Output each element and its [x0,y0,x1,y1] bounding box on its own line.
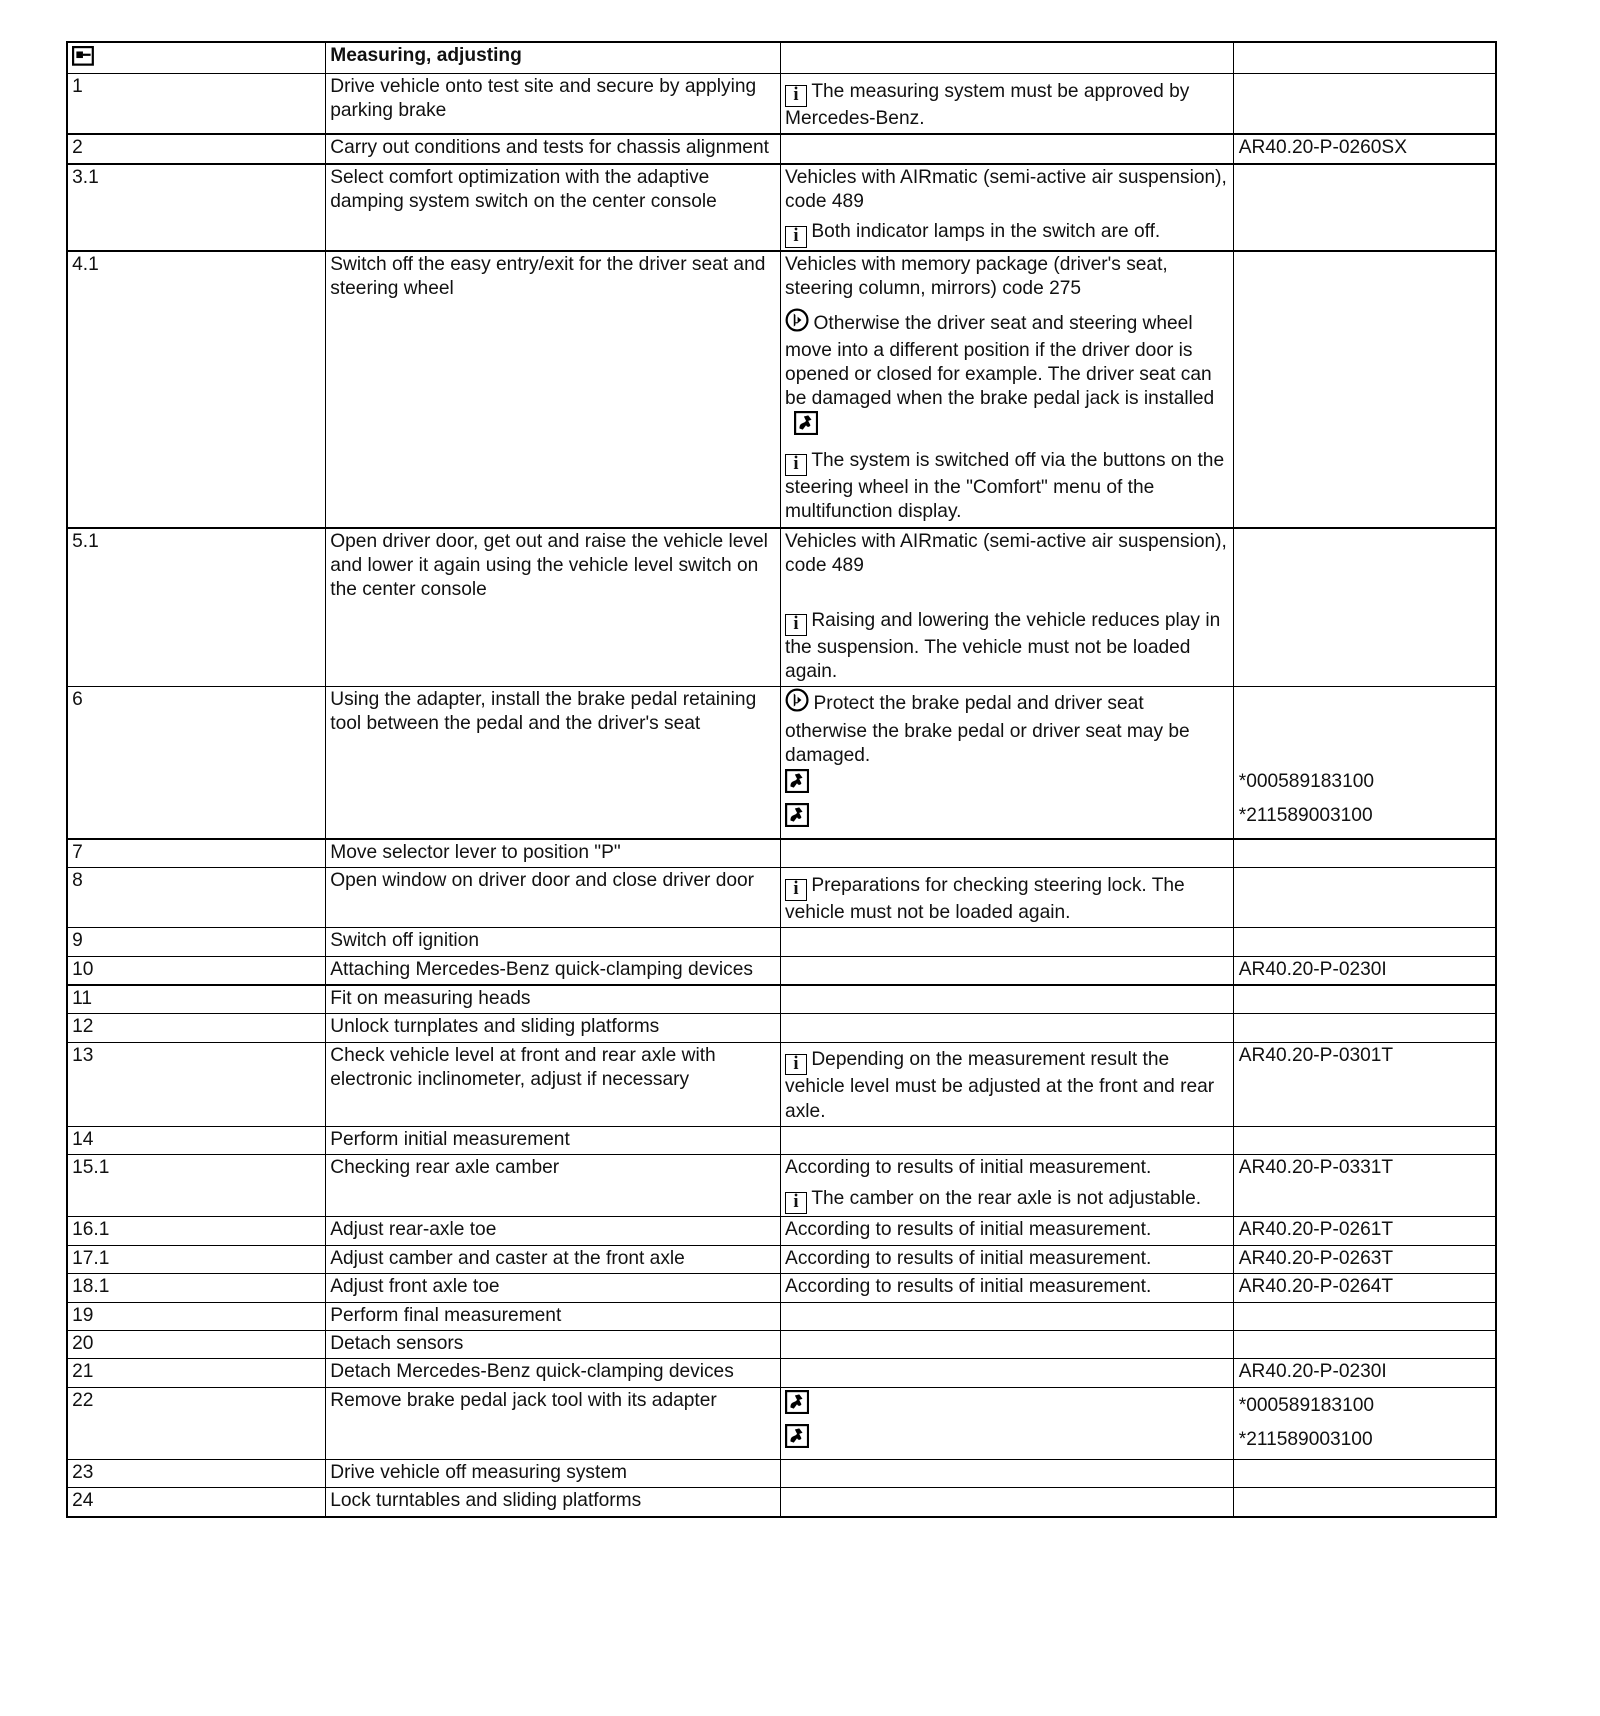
step-condition: According to results of initial measurement. [785,1219,1152,1241]
step-reference [1234,1014,1496,1042]
step-reference [1234,1488,1496,1517]
step-action: Adjust camber and caster at the front axle [325,1245,780,1273]
info-icon: i [785,1054,807,1076]
info-icon: i [785,879,807,901]
info-icon: i [785,85,807,107]
step-reference [1234,868,1496,928]
step-reference [1234,164,1496,251]
table-row [67,1330,1496,1358]
step-reference [1234,74,1496,134]
table-row [67,1014,1496,1042]
header-empty-cell [780,42,1234,74]
step-number: 13 [67,1042,326,1126]
special-tool-icon [785,803,809,834]
step-reference [1234,251,1496,528]
step-action: Switch off the easy entry/exit for the driver seat and steering wheel [325,251,780,528]
step-action: Fit on measuring heads [325,985,780,1014]
step-notes [780,928,1234,956]
step-reference [1234,985,1496,1014]
step-number: 22 [67,1387,326,1459]
document-reference[interactable]: AR40.20-P-0263T [1238,1247,1394,1269]
info-note-text: Preparations for checking steering lock. The vehicle must not be loaded again. [785,874,1185,923]
step-action: Open driver door, get out and raise the vehicle level and lower it again using the vehicle level switch on the center console [325,528,780,687]
step-notes [780,1126,1234,1154]
special-tool-icon [785,1390,809,1421]
step-number: 21 [67,1359,326,1387]
step-reference [1234,839,1496,868]
step-reference [1234,1274,1496,1302]
step-reference [1234,1387,1496,1459]
step-action: Switch off ignition [325,928,780,956]
step-reference [1234,1359,1496,1387]
table-row [67,74,1496,134]
tool-part-number: *000589183100 [1238,1394,1375,1416]
info-note [785,609,1229,684]
step-reference [1234,1459,1496,1487]
procedure-table [66,41,1497,1518]
step-notes [780,1014,1234,1042]
table-row [67,687,1496,839]
warning-icon [785,308,809,339]
info-note [785,1048,1229,1123]
step-notes [780,1459,1234,1487]
warning-note [785,688,1229,767]
step-notes [780,528,1234,687]
step-notes [780,985,1234,1014]
step-number: 11 [67,985,326,1014]
step-condition: According to results of initial measurement. [785,1247,1152,1269]
table-row [67,1387,1496,1459]
step-notes [780,687,1234,839]
step-number: 16.1 [67,1217,326,1245]
step-action: Open window on driver door and close driver door [325,868,780,928]
step-notes [780,1217,1234,1245]
info-icon: i [785,1192,807,1214]
step-number: 15.1 [67,1155,326,1217]
step-number: 5.1 [67,528,326,687]
info-note [785,220,1229,247]
table-row [67,1245,1496,1273]
warning-note-text: Protect the brake pedal and driver seat otherwise the brake pedal or driver seat may be damaged. [785,693,1190,766]
step-number: 19 [67,1302,326,1330]
info-note-text: Both indicator lamps in the switch are off. [811,221,1161,243]
table-row [67,1274,1496,1302]
warning-note-text: Otherwise the driver seat and steering wheel move into a different position if the driver door is opened or closed for example. The driver seat can be damaged when the brake pedal jack is installed [785,312,1215,410]
step-notes [780,839,1234,868]
table-header-row [67,42,1496,74]
step-condition: Vehicles with AIRmatic (semi-active air suspension), code 489 [785,530,1227,576]
table-row [67,1488,1496,1517]
table-row [67,956,1496,985]
info-note-text: The camber on the rear axle is not adjustable. [811,1187,1202,1209]
info-icon: i [785,614,807,636]
step-number: 9 [67,928,326,956]
step-reference [1234,1155,1496,1217]
document-reference[interactable]: AR40.20-P-0230I [1238,1361,1387,1383]
table-row [67,251,1496,528]
header-empty-cell [1234,42,1496,74]
step-action: Detach Mercedes-Benz quick-clamping devices [325,1359,780,1387]
step-reference [1234,1302,1496,1330]
table-row [67,1459,1496,1487]
step-number: 24 [67,1488,326,1517]
step-notes [780,1488,1234,1517]
table-row [67,1042,1496,1126]
step-action: Perform final measurement [325,1302,780,1330]
tool-line [785,802,1229,836]
step-reference [1234,1245,1496,1273]
step-notes [780,1155,1234,1217]
info-icon: i [785,454,807,476]
document-reference[interactable]: AR40.20-P-0261T [1238,1219,1394,1241]
step-notes [780,74,1234,134]
wrench-document-icon [72,46,94,71]
step-action: Move selector lever to position "P" [325,839,780,868]
step-action: Perform initial measurement [325,1126,780,1154]
step-number: 17.1 [67,1245,326,1273]
step-action: Detach sensors [325,1330,780,1358]
step-number: 18.1 [67,1274,326,1302]
step-action: Checking rear axle camber [325,1155,780,1217]
step-number: 10 [67,956,326,985]
header-title: Measuring, adjusting [325,42,780,74]
table-row [67,134,1496,163]
special-tool-icon [785,1424,809,1455]
table-row [67,1302,1496,1330]
step-action: Drive vehicle off measuring system [325,1459,780,1487]
tool-line [785,1423,1229,1457]
step-notes [780,868,1234,928]
step-number: 14 [67,1126,326,1154]
step-number: 20 [67,1330,326,1358]
info-note [785,80,1229,131]
table-row [67,1126,1496,1154]
step-reference [1234,928,1496,956]
step-notes [780,251,1234,528]
info-icon: i [785,226,807,248]
special-tool-icon [785,769,809,800]
step-number: 4.1 [67,251,326,528]
table-row [67,1359,1496,1387]
step-notes [780,1302,1234,1330]
table-row [67,928,1496,956]
header-icon-cell [67,42,326,74]
step-action: Lock turntables and sliding platforms [325,1488,780,1517]
table-row [67,985,1496,1014]
warning-note [785,308,1229,443]
step-notes [780,134,1234,163]
step-action: Drive vehicle onto test site and secure by applying parking brake [325,74,780,134]
step-notes [780,1042,1234,1126]
step-number: 2 [67,134,326,163]
step-number: 7 [67,839,326,868]
table-row [67,528,1496,687]
table-row [67,839,1496,868]
step-reference [1234,528,1496,687]
info-note-text: Raising and lowering the vehicle reduces play in the suspension. The vehicle must not be loaded again. [785,609,1221,682]
step-reference [1234,1126,1496,1154]
step-action: Using the adapter, install the brake pedal retaining tool between the pedal and the driver's seat [325,687,780,839]
step-action: Adjust rear-axle toe [325,1217,780,1245]
step-number: 6 [67,687,326,839]
step-number: 1 [67,74,326,134]
step-notes [780,1274,1234,1302]
step-condition: According to results of initial measurement. [785,1157,1152,1179]
document-reference[interactable]: AR40.20-P-0264T [1238,1276,1394,1298]
info-note-text: The measuring system must be approved by Mercedes-Benz. [785,80,1190,129]
step-notes [780,1359,1234,1387]
step-action: Unlock turnplates and sliding platforms [325,1014,780,1042]
step-reference [1234,1330,1496,1358]
step-notes [780,1245,1234,1273]
document-reference[interactable]: AR40.20-P-0301T [1238,1044,1394,1066]
step-action: Attaching Mercedes-Benz quick-clamping devices [325,956,780,985]
step-action: Check vehicle level at front and rear axle with electronic inclinometer, adjust if necessary [325,1042,780,1126]
step-reference [1234,1217,1496,1245]
step-number: 3.1 [67,164,326,251]
tool-part-number: *211589003100 [1238,1428,1373,1450]
document-reference[interactable]: AR40.20-P-0260SX [1238,137,1407,159]
tool-line [785,1389,1229,1423]
info-note [785,449,1229,524]
tool-part-number: *211589003100 [1238,804,1373,826]
step-notes [780,164,1234,251]
step-action: Carry out conditions and tests for chassis alignment [325,134,780,163]
tool-part-number: *000589183100 [1238,770,1375,792]
document-reference[interactable]: AR40.20-P-0230I [1238,958,1387,980]
step-reference [1234,134,1496,163]
step-notes [780,1387,1234,1459]
step-condition: Vehicles with memory package (driver's seat, steering column, mirrors) code 275 [785,253,1168,300]
step-reference [1234,956,1496,985]
info-note-text: Depending on the measurement result the vehicle level must be adjusted at the front and rear axle. [785,1049,1215,1122]
document-reference[interactable]: AR40.20-P-0331T [1238,1157,1394,1179]
step-action: Adjust front axle toe [325,1274,780,1302]
step-number: 8 [67,868,326,928]
step-number: 12 [67,1014,326,1042]
step-action: Remove brake pedal jack tool with its adapter [325,1387,780,1459]
table-row [67,868,1496,928]
info-note [785,874,1229,925]
step-number: 23 [67,1459,326,1487]
table-row [67,164,1496,251]
step-notes [780,1330,1234,1358]
step-condition: Vehicles with AIRmatic (semi-active air suspension), code 489 [785,166,1227,212]
step-action: Select comfort optimization with the adaptive damping system switch on the center console [325,164,780,251]
special-tool-icon [794,411,818,442]
info-note-text: The system is switched off via the buttons on the steering wheel in the "Comfort" menu of the multifunction display. [785,450,1225,523]
step-reference [1234,1042,1496,1126]
warning-icon [785,688,809,719]
table-row [67,1217,1496,1245]
step-reference [1234,687,1496,839]
step-notes [780,956,1234,985]
table-row [67,1155,1496,1217]
step-condition: According to results of initial measurement. [785,1276,1152,1298]
tool-line [785,768,1229,802]
info-note [785,1187,1229,1214]
